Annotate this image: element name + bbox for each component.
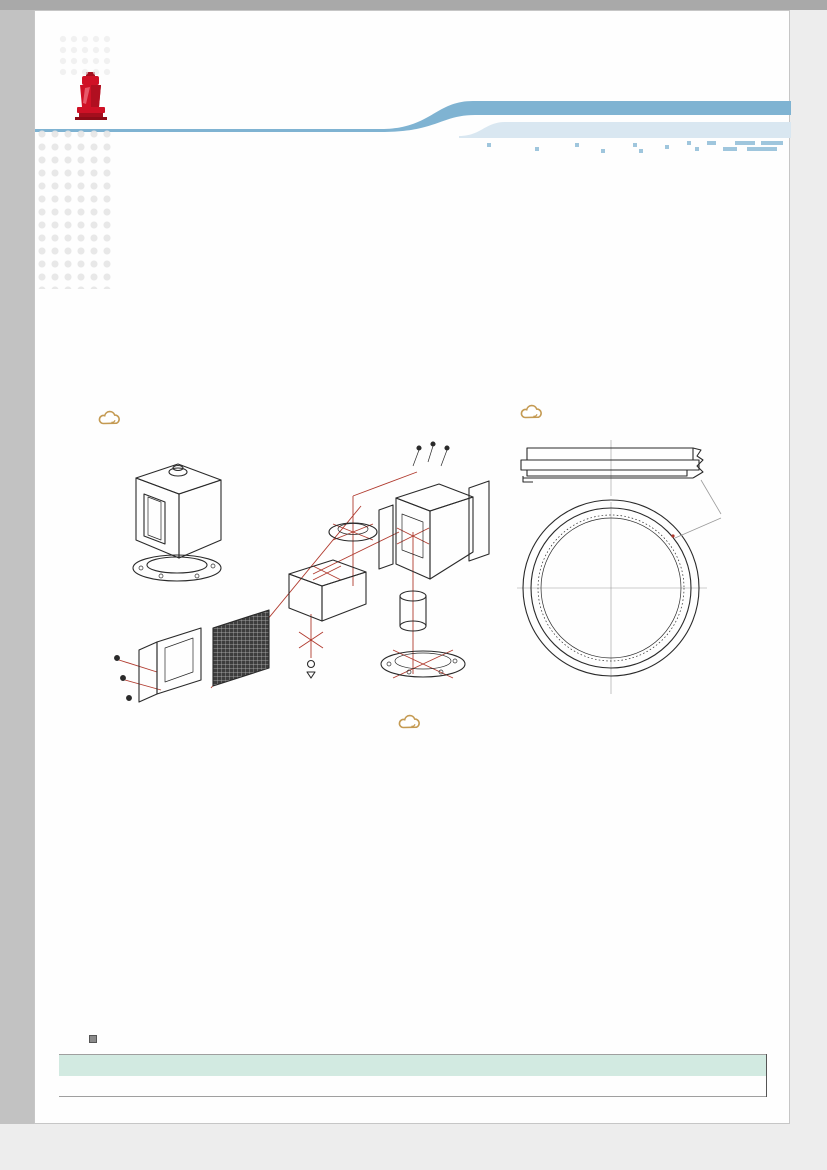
header-swoosh-decoration	[35, 89, 791, 159]
dot-grid-decoration	[37, 129, 115, 289]
section-header-box-type	[97, 409, 130, 427]
assembled-unit-drawing	[133, 464, 221, 581]
intro-text	[79, 163, 787, 164]
float-drawing	[307, 661, 315, 679]
catalog-sheet	[34, 10, 790, 1124]
volume-rate-table	[59, 1054, 767, 1097]
table-row-header	[59, 1055, 767, 1076]
chamber-drawing	[289, 560, 366, 621]
screws-drawing	[413, 442, 449, 466]
section-header-chart	[35, 713, 791, 731]
section-header-snap-lip	[519, 403, 552, 421]
scan-top-margin	[0, 0, 827, 10]
screen-drawing	[115, 610, 269, 702]
cloud-icon	[397, 713, 423, 731]
hydraulic-resistance-chart	[35, 759, 791, 1009]
table-row-header	[59, 1076, 767, 1097]
dot-grid-decoration	[59, 35, 111, 75]
snap-lip-leader-lines	[675, 480, 721, 538]
cloud-icon	[97, 409, 123, 427]
table-row-volume-rate	[59, 1076, 767, 1097]
pressure-drop-note	[89, 1031, 105, 1047]
snap-lip-seat-diagram	[497, 426, 792, 721]
table-row-nd	[59, 1055, 767, 1076]
cloud-icon	[519, 403, 545, 421]
body-drawing	[379, 481, 489, 677]
seat-profile-drawing	[521, 448, 703, 482]
exploded-view-diagram	[61, 436, 491, 716]
scan-left-margin	[0, 10, 34, 1124]
pixel-dots-decoration	[487, 141, 783, 153]
square-bullet-icon	[89, 1035, 97, 1043]
